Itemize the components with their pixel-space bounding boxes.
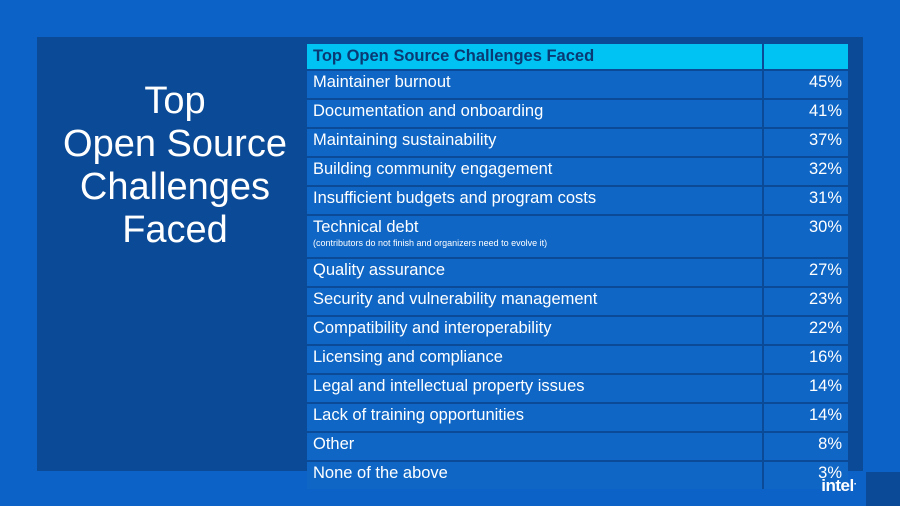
side-title: [44, 80, 306, 252]
challenges-table: [307, 42, 848, 491]
challenge-label: Technical debt: [313, 218, 419, 236]
table-row: [307, 259, 848, 286]
table-row: [307, 404, 848, 431]
challenge-label-cell: [307, 259, 762, 286]
challenge-percent: 8%: [762, 433, 848, 460]
challenge-label: Lack of training opportunities: [313, 406, 524, 424]
challenge-label: Documentation and onboarding: [313, 102, 544, 120]
challenge-label-cell: [307, 317, 762, 344]
corner-block: [866, 472, 900, 506]
challenge-percent: 30%: [762, 216, 848, 257]
intel-logo: [821, 476, 856, 496]
challenge-label: Compatibility and interoperability: [313, 319, 552, 337]
challenge-label: Building community engagement: [313, 160, 553, 178]
challenge-percent: 23%: [762, 288, 848, 315]
challenge-percent: 45%: [762, 71, 848, 98]
table-row: [307, 129, 848, 156]
challenge-label: None of the above: [313, 464, 448, 482]
challenge-label: Maintaining sustainability: [313, 131, 497, 149]
table-body: [307, 71, 848, 489]
challenge-label-cell: [307, 346, 762, 373]
challenge-label: Licensing and compliance: [313, 348, 503, 366]
side-title-line-3: Challenges: [79, 166, 271, 208]
challenge-percent: 16%: [762, 346, 848, 373]
logo-dot: .: [853, 476, 856, 488]
table-row: [307, 187, 848, 214]
table-row: [307, 375, 848, 402]
table-row: [307, 346, 848, 373]
challenge-label-cell: [307, 129, 762, 156]
challenge-percent: 22%: [762, 317, 848, 344]
challenge-percent: 27%: [762, 259, 848, 286]
table-row: [307, 288, 848, 315]
challenge-label: Legal and intellectual property issues: [313, 377, 585, 395]
challenge-note: (contributors do not finish and organizers need to evolve it): [313, 238, 548, 248]
table-row: [307, 433, 848, 460]
challenge-percent: 37%: [762, 129, 848, 156]
challenge-label-cell: [307, 375, 762, 402]
challenge-label-cell: [307, 71, 762, 98]
challenge-percent: 31%: [762, 187, 848, 214]
challenge-label-cell: [307, 158, 762, 185]
side-title-line-1: Top: [144, 80, 206, 122]
table-row: [307, 158, 848, 185]
challenge-percent: 32%: [762, 158, 848, 185]
challenge-label-cell: [307, 433, 762, 460]
challenge-percent: 41%: [762, 100, 848, 127]
table-header-row: [307, 44, 848, 69]
challenge-label-cell: [307, 187, 762, 214]
table-row: [307, 462, 848, 489]
challenge-label-cell: [307, 404, 762, 431]
challenge-label: Security and vulnerability management: [313, 290, 598, 308]
side-title-line-2: Open Source: [63, 123, 287, 165]
table-row: [307, 317, 848, 344]
challenge-label-cell: [307, 462, 762, 489]
challenge-percent: 3%: [762, 462, 848, 489]
challenge-label-cell: [307, 288, 762, 315]
logo-text: intel: [821, 476, 854, 495]
challenge-percent: 14%: [762, 404, 848, 431]
table-row: [307, 71, 848, 98]
table-row: [307, 100, 848, 127]
table-row: [307, 216, 848, 257]
challenge-label: Quality assurance: [313, 261, 446, 279]
challenge-label: Other: [313, 435, 355, 453]
challenge-label-cell: [307, 100, 762, 127]
challenge-percent: 14%: [762, 375, 848, 402]
table-header-value: [762, 44, 848, 69]
challenge-label: Insufficient budgets and program costs: [313, 189, 597, 207]
challenge-label-cell: [307, 216, 762, 257]
table-header-label: Top Open Source Challenges Faced: [307, 44, 762, 69]
side-title-line-4: Faced: [122, 209, 228, 251]
challenge-label: Maintainer burnout: [313, 73, 451, 91]
